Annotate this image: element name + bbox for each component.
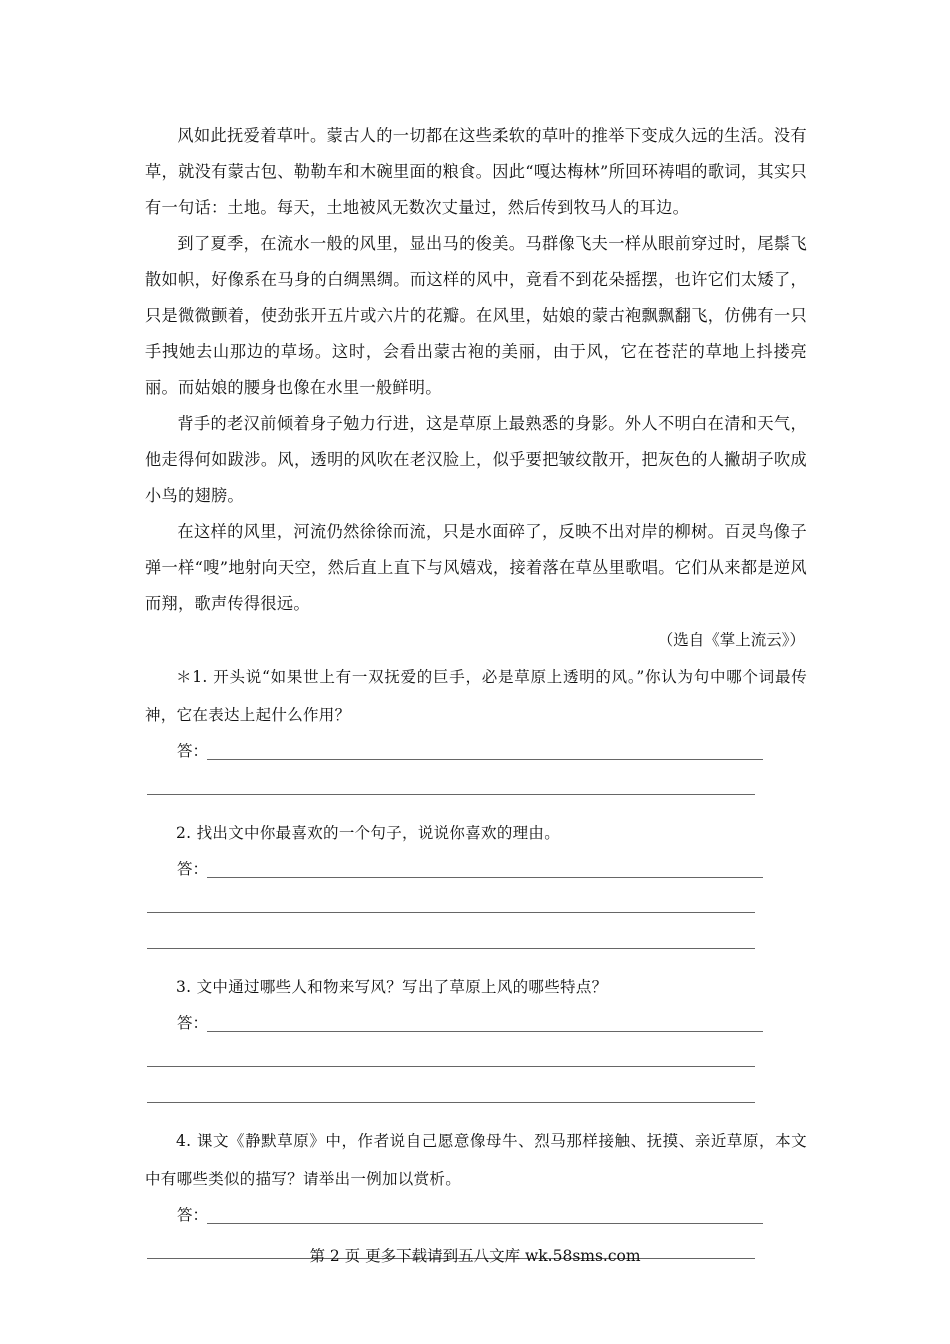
question-1 [145, 658, 807, 804]
question-1-answer[interactable] [145, 734, 807, 768]
answer-line [207, 1031, 763, 1032]
answer-label: 答： [177, 742, 209, 760]
question-2 [145, 814, 807, 958]
answer-line [207, 759, 763, 760]
question-4-answer[interactable] [145, 1198, 807, 1232]
page-footer: 第 2 页 更多下载请到五八文库 wk.58sms.com [309, 1247, 641, 1265]
article-paragraph-2: 到了夏季，在流水一般的风里，显出马的俊美。马群像飞夫一样从眼前穿过时，尾鬃飞散如帜，好像系在马身的白绸黑绸。而这样的风中，竟看不到花朵摇摆，也许它们太矮了，只是微微颤着，使劲张开五片或六片的花瓣。在风里，姑娘的蒙古袍飘飘翻飞，仿佛有一只手拽她去山那边的草场。这时，会看出蒙古袍的美丽，由于风，它在苍茫的草地上抖搂亮丽。而姑娘的腰身也像在水里一般鲜明。 [145, 234, 807, 397]
question-2-text: 2. 找出文中你最喜欢的一个句子，说说你喜欢的理由。 [176, 824, 561, 842]
answer-line [147, 794, 755, 795]
question-3-answer[interactable] [145, 1006, 807, 1040]
answer-line [147, 1102, 755, 1103]
question-3 [145, 968, 807, 1112]
answer-label: 答： [177, 1206, 209, 1224]
article-source: （选自《掌上流云》） [657, 631, 805, 649]
article-paragraph-4: 在这样的风里，河流仍然徐徐而流，只是水面碎了，反映不出对岸的柳树。百灵鸟像子弹一样“嗖”地射向天空，然后直上直下与风嬉戏，接着落在草丛里歌唱。它们从来都是逆风而翔，歌声传得很远。 [145, 522, 807, 613]
question-2-answer-line-3[interactable] [145, 922, 807, 958]
answer-label: 答： [177, 860, 209, 878]
question-1-text: ＊1. 开头说“如果世上有一双抚爱的巨手，必是草原上透明的风。”你认为句中哪个词最传神，它在表达上起什么作用？ [145, 668, 807, 724]
question-2-answer-line-2[interactable] [145, 886, 807, 922]
answer-line [207, 877, 763, 878]
question-3-answer-line-3[interactable] [145, 1076, 807, 1112]
question-4-text: 4. 课文《静默草原》中，作者说自己愿意像母牛、烈马那样接触、抚摸、亲近草原，本文中有哪些类似的描写？请举出一例加以赏析。 [145, 1132, 807, 1188]
article-paragraph-3: 背手的老汉前倾着身子勉力行进，这是草原上最熟悉的身影。外人不明白在清和天气，他走得何如跋涉。风，透明的风吹在老汉脸上，似乎要把皱纹散开，把灰色的人撇胡子吹成小鸟的翅膀。 [145, 414, 807, 505]
question-3-text: 3. 文中通过哪些人和物来写风？写出了草原上风的哪些特点？ [176, 978, 608, 996]
answer-line [147, 912, 755, 913]
page-content [145, 118, 807, 1268]
answer-line [147, 1066, 755, 1067]
question-1-answer-line-2[interactable] [145, 768, 807, 804]
answer-label: 答： [177, 1014, 209, 1032]
question-2-answer[interactable] [145, 852, 807, 886]
answer-line [207, 1223, 763, 1224]
article-paragraph-1: 风如此抚爱着草叶。蒙古人的一切都在这些柔软的草叶的推举下变成久远的生活。没有草，就没有蒙古包、勒勒车和木碗里面的粮食。因此“嘎达梅林”所回环祷唱的歌词，其实只有一句话：土地。每天，土地被风无数次丈量过，然后传到牧马人的耳边。 [145, 126, 807, 217]
answer-line [147, 948, 755, 949]
question-3-answer-line-2[interactable] [145, 1040, 807, 1076]
